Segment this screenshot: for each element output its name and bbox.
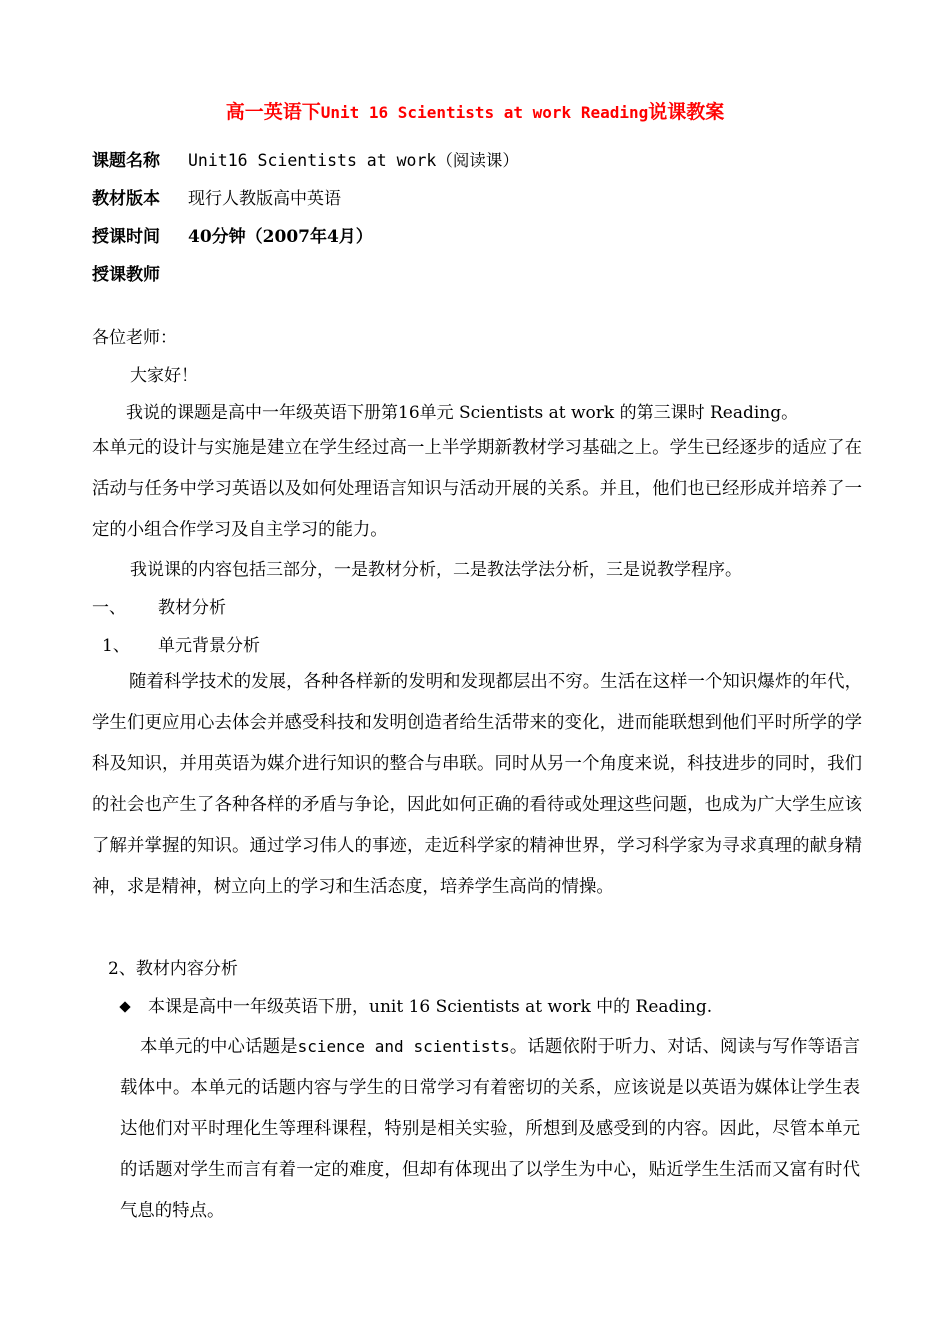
content-english: science and scientists xyxy=(297,1037,510,1056)
document-title xyxy=(0,98,950,127)
subsection-heading-2: 2、教材内容分析 xyxy=(108,959,238,979)
meta-label: 教材版本 xyxy=(92,189,160,209)
meta-label: 授课时间 xyxy=(92,227,160,247)
meta-row-time xyxy=(92,224,373,250)
outline-line: 我说课的内容包括三部分，一是教材分析，二是教法学法分析，三是说教学程序。 xyxy=(130,560,742,580)
section-number: 一、 xyxy=(92,598,126,618)
content-text: 本单元的中心话题是 xyxy=(140,1037,298,1057)
diamond-bullet-icon xyxy=(119,1001,130,1012)
greeting: 各位老师： xyxy=(92,328,177,348)
meta-label: 授课教师 xyxy=(92,265,160,285)
title-part-en: Unit 16 Scientists at work Reading xyxy=(320,103,649,122)
background-paragraph: 随着科学技术的发展，各种各样新的发明和发现都层出不穷。生活在这样一个知识爆炸的年代，学生们更应用心去体会并感受科技和发明创造者给生活带来的变化，进而能联想到他们平时所学的学科及知识，并用英语为媒介进行知识的整合与串联。同时从另一个角度来说，科技进步的同时，我们的社会也产生了各种各样的矛盾与争论，因此如何正确的看待或处理这些问题，也成为广大学生应该了解并掌握的知识。通过学习伟人的事迹，走近科学家的精神世界，学习科学家为寻求真理的献身精神，求是精神，树立向上的学习和生活态度，培养学生高尚的情操。 xyxy=(92,672,862,897)
subsection-heading xyxy=(102,633,260,659)
title-part-cn: 高一英语下 xyxy=(225,101,321,123)
title-part-cn-2: 说课教案 xyxy=(648,101,725,123)
intro-paragraph: 本单元的设计与实施是建立在学生经过高一上半学期新教材学习基础之上。学生已经逐步的适应了在活动与任务中学习英语以及如何处理语言知识与活动开展的关系。并且，他们也已经形成并培养了一定的小组合作学习及自主学习的能力。 xyxy=(92,438,862,540)
content-text-2: 。话题依附于听力、对话、阅读与写作等语言载体中。本单元的话题内容与学生的日常学习有着密切的关系，应该说是以英语为媒体让学生表达他们对平时理化生等理科课程，特别是相关实验，所想到及感受到的内容。因此，尽管本单元的话题对学生而言有着一定的难度，但却有体现出了以学生为中心，贴近学生生活而又富有时代气息的特点。 xyxy=(120,1037,860,1221)
hello-line: 大家好！ xyxy=(130,366,198,386)
meta-row-edition xyxy=(92,186,341,212)
meta-value: 现行人教版高中英语 xyxy=(188,189,341,209)
intro-line: 我说的课题是高中一年级英语下册第16单元 Scientists at work 的第三课时 Reading。 xyxy=(126,403,799,423)
meta-value: Unit16 Scientists at work（阅读课） xyxy=(188,151,519,170)
bullet-line: 本课是高中一年级英语下册，unit 16 Scientists at work 中的 Reading. xyxy=(148,997,713,1017)
meta-row-teacher xyxy=(92,262,188,288)
subsection-label: 单元背景分析 xyxy=(158,636,260,656)
meta-value: 40分钟（2007年4月） xyxy=(188,227,373,247)
section-heading xyxy=(92,595,226,621)
section-label: 教材分析 xyxy=(158,598,226,618)
meta-label: 课题名称 xyxy=(92,151,160,171)
content-paragraph xyxy=(120,1026,860,1232)
subsection-number: 1、 xyxy=(102,636,130,656)
meta-row-topic xyxy=(92,148,519,174)
